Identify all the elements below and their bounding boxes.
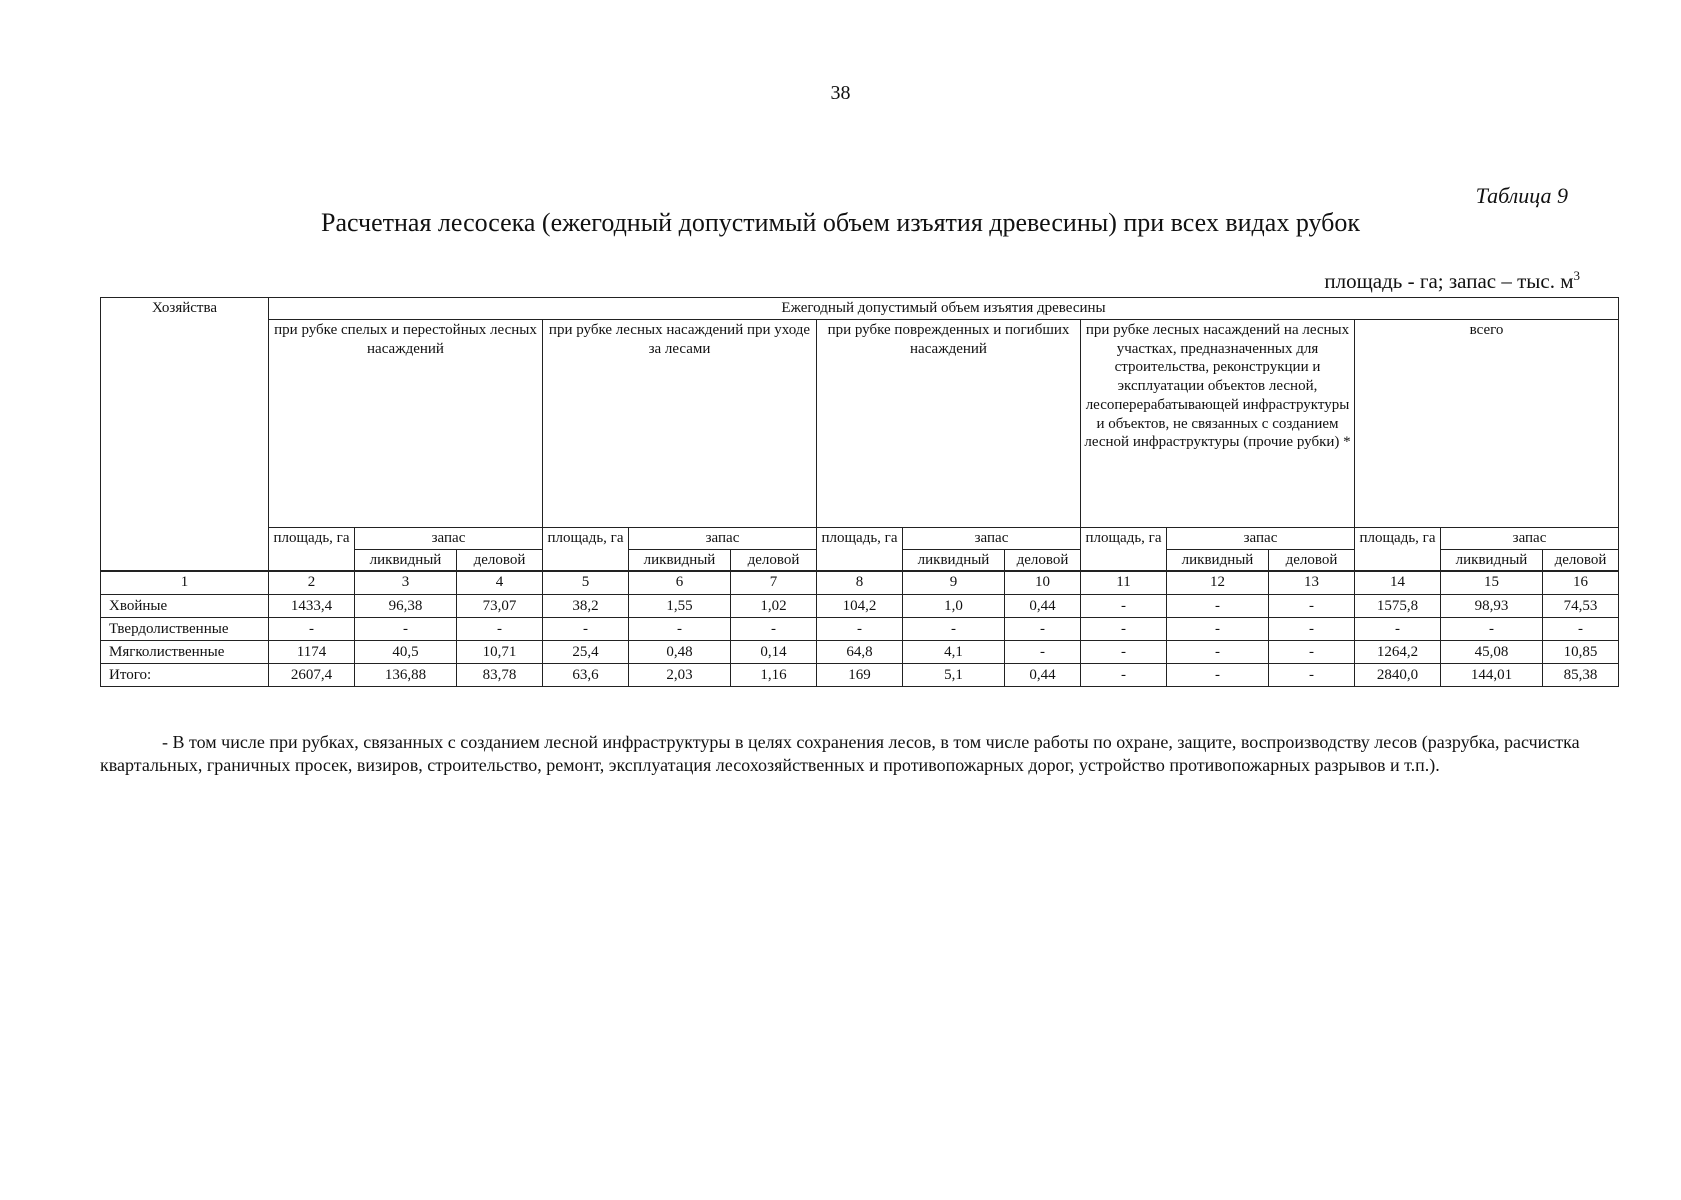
- table-cell: -: [903, 618, 1005, 641]
- table-row: [101, 595, 1619, 618]
- table-cell: 4,1: [903, 641, 1005, 664]
- header-area: площадь, га: [1081, 527, 1167, 571]
- column-number: 11: [1081, 572, 1167, 595]
- table-cell: 96,38: [355, 595, 457, 618]
- header-business: деловой: [1543, 549, 1619, 571]
- table-cell: -: [1167, 664, 1269, 687]
- table-row: [101, 641, 1619, 664]
- table-cell: 169: [817, 664, 903, 687]
- table-cell: 25,4: [543, 641, 629, 664]
- table-cell: 83,78: [457, 664, 543, 687]
- table-cell: 0,44: [1005, 595, 1081, 618]
- column-number: 12: [1167, 572, 1269, 595]
- table-cell: 40,5: [355, 641, 457, 664]
- row-label: Мягколиственные: [101, 641, 269, 664]
- header-annual-volume: Ежегодный допустимый объем изъятия древесины: [269, 298, 1619, 320]
- column-number: 9: [903, 572, 1005, 595]
- header-business: деловой: [1269, 549, 1355, 571]
- table-cell: 1575,8: [1355, 595, 1441, 618]
- row-label: Хвойные: [101, 595, 269, 618]
- header-liquid: ликвидный: [629, 549, 731, 571]
- table-cell: 10,85: [1543, 641, 1619, 664]
- header-stock: запас: [355, 527, 543, 549]
- header-group-total: всего: [1355, 319, 1619, 527]
- table-cell: 45,08: [1441, 641, 1543, 664]
- table-cell: 64,8: [817, 641, 903, 664]
- table-row: [101, 618, 1619, 641]
- table-cell: -: [1269, 641, 1355, 664]
- header-group-other: при рубке лесных насаждений на лесных участках, предназначенных для строительства, реконструкции и эксплуатации объектов лесной, лесоперерабатывающей инфраструктуры и объектов, не связанных с созданием лесной инфраструктуры (прочие рубки) *: [1081, 319, 1355, 527]
- column-number: 10: [1005, 572, 1081, 595]
- header-stock: запас: [1167, 527, 1355, 549]
- column-number: 5: [543, 572, 629, 595]
- table-cell: -: [1355, 618, 1441, 641]
- header-area: площадь, га: [1355, 527, 1441, 571]
- table-cell: -: [731, 618, 817, 641]
- table-cell: -: [1269, 664, 1355, 687]
- table-cell: 1,0: [903, 595, 1005, 618]
- table-cell: -: [1081, 664, 1167, 687]
- column-number: 7: [731, 572, 817, 595]
- table-cell: 0,48: [629, 641, 731, 664]
- column-number: 1: [101, 572, 269, 595]
- header-area: площадь, га: [269, 527, 355, 571]
- table-cell: 2607,4: [269, 664, 355, 687]
- table-cell: -: [1081, 595, 1167, 618]
- header-liquid: ликвидный: [355, 549, 457, 571]
- table-cell: -: [1167, 641, 1269, 664]
- table-cell: 104,2: [817, 595, 903, 618]
- table-cell: 1,16: [731, 664, 817, 687]
- column-number: 4: [457, 572, 543, 595]
- table-cell: -: [1081, 641, 1167, 664]
- header-group-thinning: при рубке лесных насаждений при уходе за лесами: [543, 319, 817, 527]
- page-number: 38: [830, 82, 851, 104]
- table-cell: -: [355, 618, 457, 641]
- column-number: 6: [629, 572, 731, 595]
- table-cell: 0,14: [731, 641, 817, 664]
- table-cell: -: [1167, 618, 1269, 641]
- table-cell: -: [457, 618, 543, 641]
- header-liquid: ликвидный: [1167, 549, 1269, 571]
- column-number: 16: [1543, 572, 1619, 595]
- header-liquid: ликвидный: [903, 549, 1005, 571]
- header-liquid: ликвидный: [1441, 549, 1543, 571]
- header-area: площадь, га: [543, 527, 629, 571]
- header-business: деловой: [731, 549, 817, 571]
- table-cell: 10,71: [457, 641, 543, 664]
- header-group-damaged: при рубке поврежденных и погибших насаждений: [817, 319, 1081, 527]
- units-text: площадь - га; запас – тыс. м: [1324, 269, 1574, 293]
- table-cell: -: [1005, 618, 1081, 641]
- header-business: деловой: [1005, 549, 1081, 571]
- row-label: Твердолиственные: [101, 618, 269, 641]
- table-total-row: [101, 664, 1619, 687]
- header-farms: Хозяйства: [101, 298, 269, 571]
- table-cell: 98,93: [1441, 595, 1543, 618]
- table-cell: 74,53: [1543, 595, 1619, 618]
- column-number-row: [101, 572, 1619, 595]
- units-superscript: 3: [1573, 268, 1580, 283]
- table-cell: 2840,0: [1355, 664, 1441, 687]
- column-number: 13: [1269, 572, 1355, 595]
- units-note: [1200, 268, 1580, 294]
- table-cell: 38,2: [543, 595, 629, 618]
- table-cell: -: [1269, 595, 1355, 618]
- table-cell: 144,01: [1441, 664, 1543, 687]
- column-number: 2: [269, 572, 355, 595]
- table-cell: -: [1167, 595, 1269, 618]
- table-cell: 1174: [269, 641, 355, 664]
- logging-volume-table: [100, 297, 1619, 687]
- table-cell: 1,55: [629, 595, 731, 618]
- column-number: 14: [1355, 572, 1441, 595]
- table-cell: 73,07: [457, 595, 543, 618]
- header-stock: запас: [903, 527, 1081, 549]
- table-cell: -: [1005, 641, 1081, 664]
- footnote: - В том числе при рубках, связанных с созданием лесной инфраструктуры в целях сохранения лесов, в том числе работы по охране, защите, воспроизводству лесов (разрубка, расчистка квартальных, граничных просек, визиров, строительство, ремонт, эксплуатация лесохозяйственных и противопожарных дорог, устройство противопожарных разрывов и т.п.).: [100, 732, 1580, 776]
- column-number: 3: [355, 572, 457, 595]
- table-cell: -: [1543, 618, 1619, 641]
- column-number: 15: [1441, 572, 1543, 595]
- table-cell: -: [269, 618, 355, 641]
- table-cell: 5,1: [903, 664, 1005, 687]
- table-cell: -: [1441, 618, 1543, 641]
- header-business: деловой: [457, 549, 543, 571]
- table-cell: 85,38: [1543, 664, 1619, 687]
- document-title: Расчетная лесосека (ежегодный допустимый объем изъятия древесины) при всех видах рубок: [321, 208, 1360, 237]
- header-group-mature: при рубке спелых и перестойных лесных насаждений: [269, 319, 543, 527]
- table-cell: 1,02: [731, 595, 817, 618]
- table-cell: 63,6: [543, 664, 629, 687]
- table-cell: 1264,2: [1355, 641, 1441, 664]
- table-cell: -: [543, 618, 629, 641]
- table-cell: -: [1269, 618, 1355, 641]
- table-label: Таблица 9: [1475, 183, 1568, 208]
- table-cell: -: [1081, 618, 1167, 641]
- header-stock: запас: [1441, 527, 1619, 549]
- header-area: площадь, га: [817, 527, 903, 571]
- table-cell: 0,44: [1005, 664, 1081, 687]
- table-cell: 136,88: [355, 664, 457, 687]
- table-cell: 1433,4: [269, 595, 355, 618]
- column-number: 8: [817, 572, 903, 595]
- row-label: Итого:: [101, 664, 269, 687]
- table-cell: -: [817, 618, 903, 641]
- header-stock: запас: [629, 527, 817, 549]
- table-cell: -: [629, 618, 731, 641]
- table-cell: 2,03: [629, 664, 731, 687]
